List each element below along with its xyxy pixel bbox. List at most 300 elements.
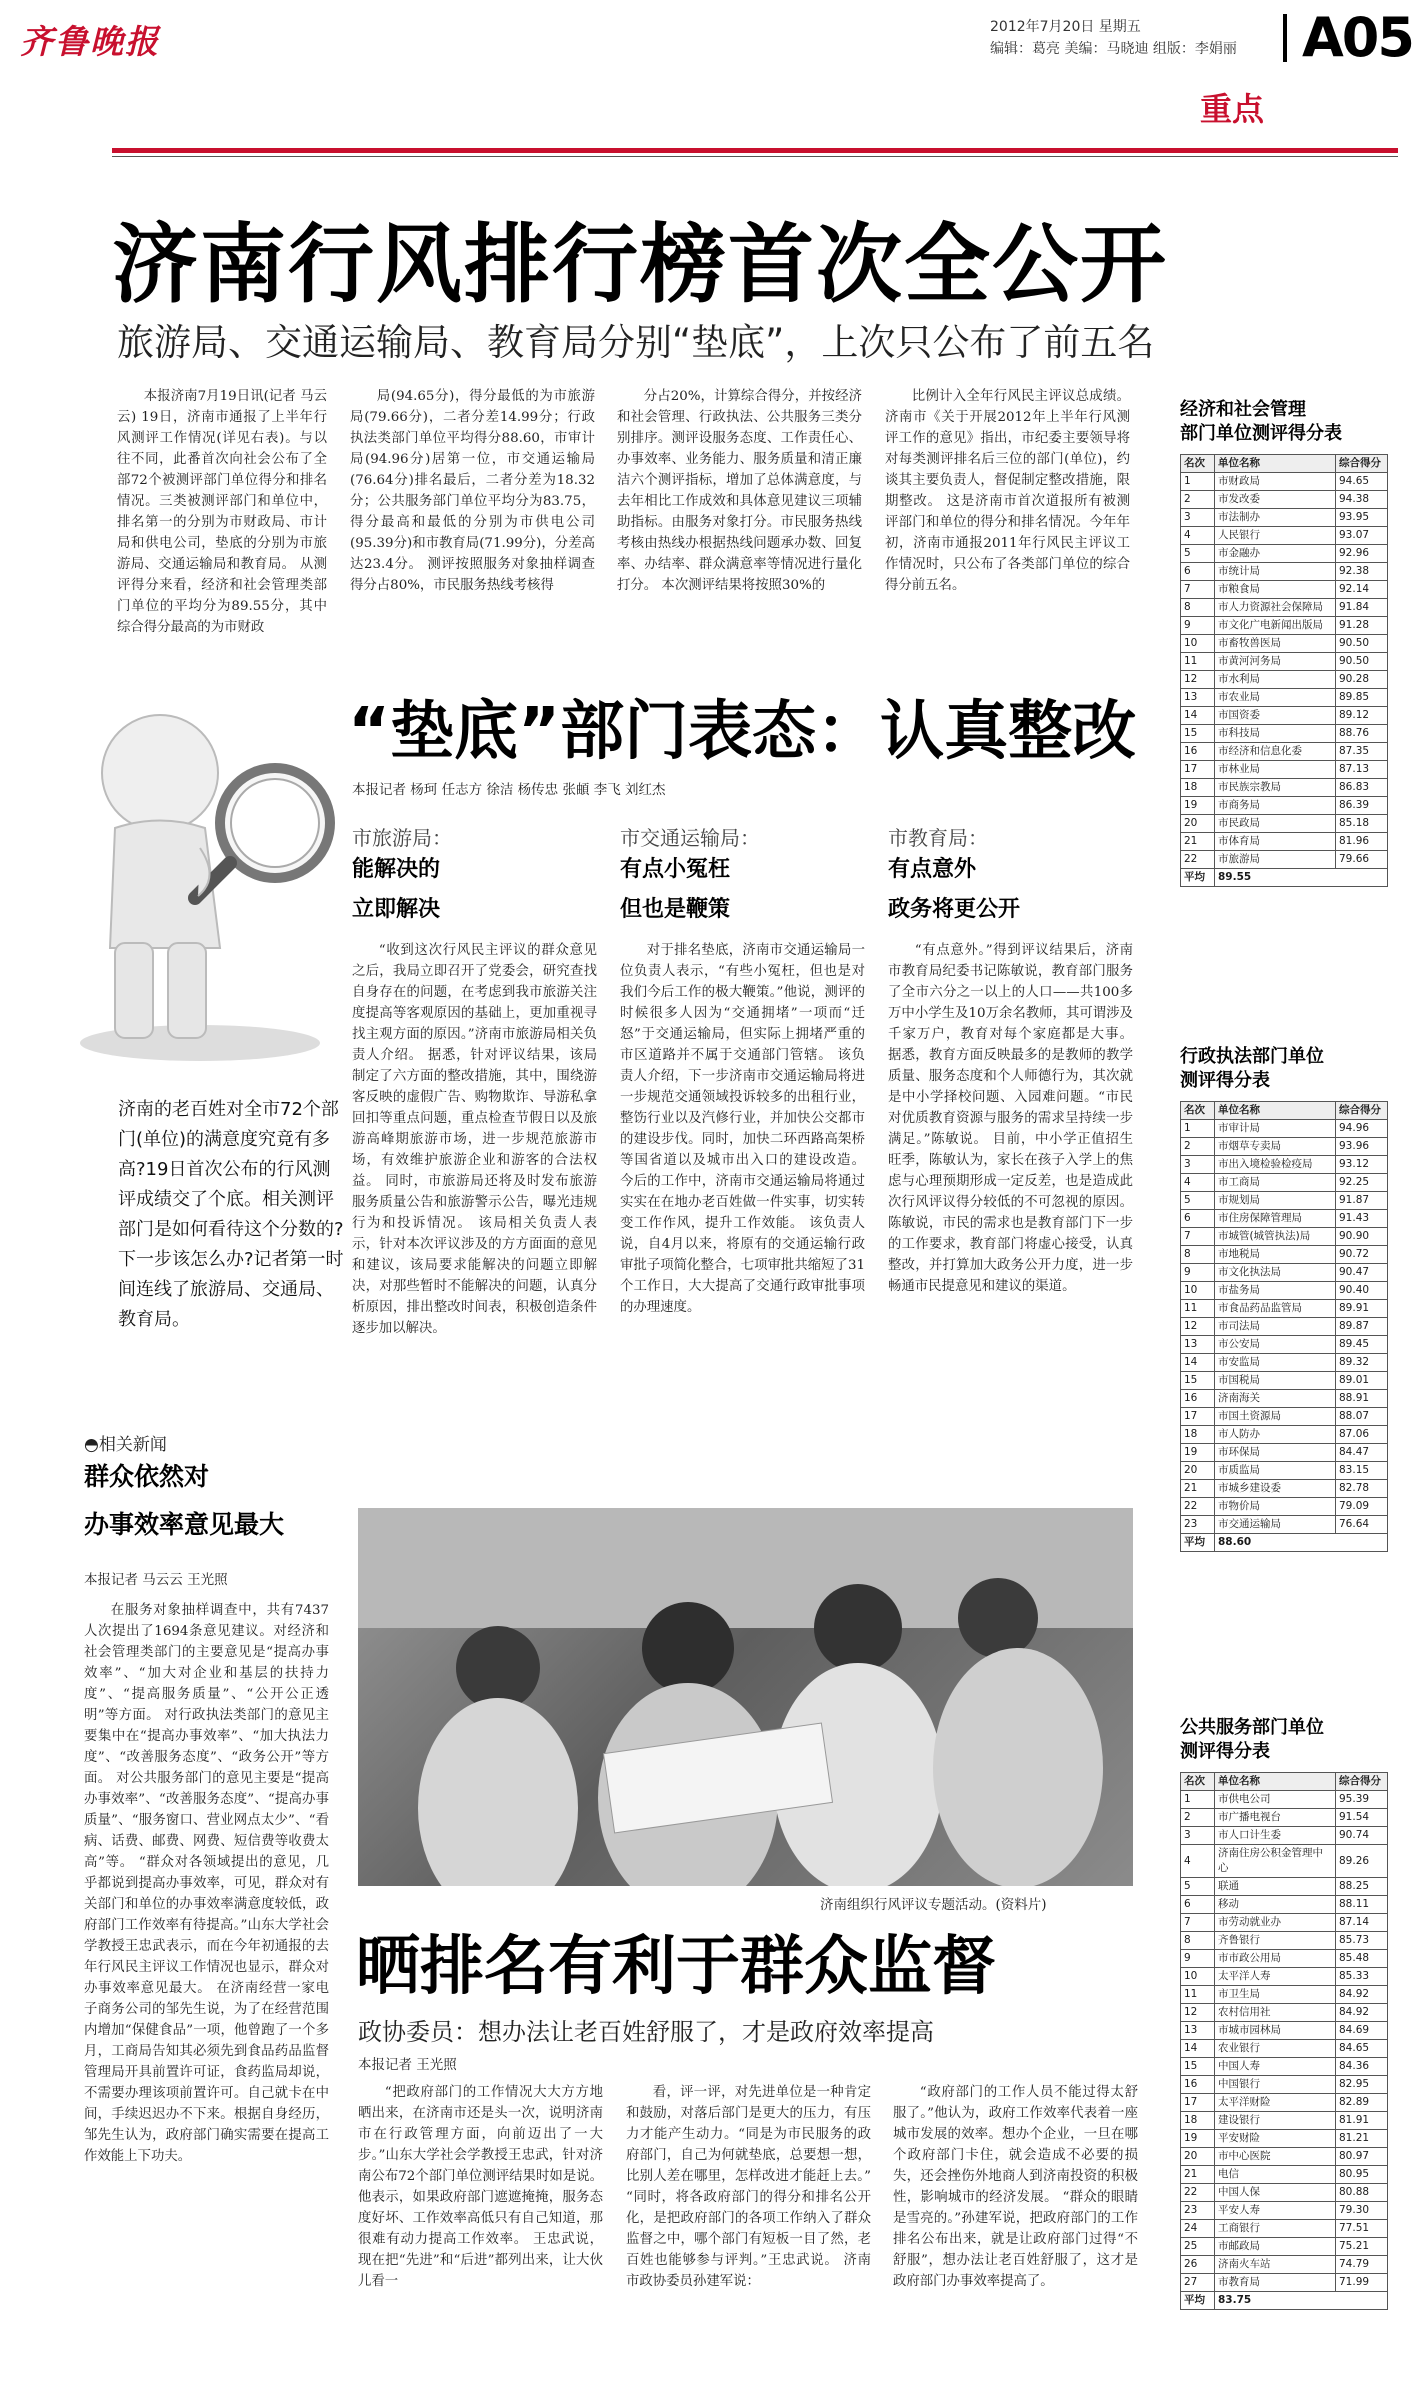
table-row <box>1181 1120 1388 1138</box>
unit-name-cell: 市农业局 <box>1215 689 1336 707</box>
score-cell: 88.91 <box>1336 1390 1388 1408</box>
score-cell: 79.30 <box>1336 2202 1388 2220</box>
score-cell: 85.18 <box>1336 815 1388 833</box>
table-row <box>1181 1809 1388 1827</box>
score-cell: 90.28 <box>1336 671 1388 689</box>
unit-name-cell: 市财政局 <box>1215 473 1336 491</box>
table-row <box>1181 2220 1388 2238</box>
main-headline: 济南行风排行榜首次全公开 <box>112 215 1168 315</box>
unit-name-cell: 市林业局 <box>1215 761 1336 779</box>
unit-name-cell: 市民政局 <box>1215 815 1336 833</box>
dept-sub2-transport: 但也是鞭策 <box>620 897 731 922</box>
unit-name-cell: 市城管(城管执法)局 <box>1215 1228 1336 1246</box>
lead-column-2: 局(94.65分)，得分最低的为市旅游局(79.66分)，二者分差14.99分；行政执法类部门单位平均得分88.60，市审计局(94.96分)居第一位，市交通运输局(76.64分)排名最后，二者分差为18.32分；公共服务部门单位平均分为83.75，得分最高和最低的分别为市供电公司(95.39分)和市教育局(71.99分)，分差高达23.4分。 测评按照服务对象抽样调查得分占80%，市民服务热线考核得 <box>350 389 595 593</box>
table-enforcement-title1: 行政执法部门单位 <box>1180 1046 1324 1067</box>
table-header-cell: 单位名称 <box>1215 455 1336 473</box>
table-row <box>1181 1408 1388 1426</box>
score-cell: 90.50 <box>1336 635 1388 653</box>
rank-cell: 13 <box>1181 689 1215 707</box>
table-row <box>1181 671 1388 689</box>
table-row <box>1181 1210 1388 1228</box>
dateline: 2012年7月20日 星期五 <box>990 19 1141 35</box>
rank-cell: 15 <box>1181 725 1215 743</box>
score-cell: 90.47 <box>1336 1264 1388 1282</box>
rank-cell: 8 <box>1181 1246 1215 1264</box>
score-cell: 89.01 <box>1336 1372 1388 1390</box>
rank-cell: 3 <box>1181 1827 1215 1845</box>
unit-name-cell: 市交通运输局 <box>1215 1516 1336 1534</box>
rank-cell: 21 <box>1181 833 1215 851</box>
rank-cell: 14 <box>1181 1354 1215 1372</box>
lead-column-1: 本报济南7月19日讯(记者 马云云) 19日，济南市通报了上半年行风测评工作情况(详见右表)。与以往不同，此番首次向社会公布了全部72个被测评部门单位得分和排名情况。三类被测评部门和单位中，排名第一的分别为市财政局、市计局和供电公司，垫底的分别为市旅游局、交通运输局和教育局。 从测评得分来看，经济和社会管理类部门单位的平均分为89.55分，其中综合得分最高的为市财政 <box>117 389 327 635</box>
table-row <box>1181 1300 1388 1318</box>
dept-sub1-education: 有点意外 <box>888 857 977 882</box>
unit-name-cell: 市盐务局 <box>1215 1282 1336 1300</box>
unit-name-cell: 农业银行 <box>1215 2040 1336 2058</box>
table-row <box>1181 1192 1388 1210</box>
score-cell: 93.07 <box>1336 527 1388 545</box>
unit-name-cell: 工商银行 <box>1215 2220 1336 2238</box>
rank-cell: 7 <box>1181 1228 1215 1246</box>
score-cell: 91.87 <box>1336 1192 1388 1210</box>
score-cell: 86.39 <box>1336 797 1388 815</box>
unit-name-cell: 市城市园林局 <box>1215 2022 1336 2040</box>
unit-name-cell: 市安监局 <box>1215 1354 1336 1372</box>
average-label: 平均 <box>1181 869 1215 887</box>
unit-name-cell: 市发改委 <box>1215 491 1336 509</box>
rank-cell: 18 <box>1181 779 1215 797</box>
table-enforcement-title2: 测评得分表 <box>1180 1070 1270 1091</box>
unit-name-cell: 农村信用社 <box>1215 2004 1336 2022</box>
main-subheadline: 旅游局、交通运输局、教育局分别“垫底”，上次只公布了前五名 <box>117 321 1155 364</box>
editor-credits: 编辑：葛亮 美编：马晓迪 组版：李娟丽 <box>990 41 1237 57</box>
score-cell: 85.73 <box>1336 1932 1388 1950</box>
table-row <box>1181 1426 1388 1444</box>
rank-cell: 9 <box>1181 617 1215 635</box>
rank-cell: 14 <box>1181 2040 1215 2058</box>
rank-cell: 16 <box>1181 1390 1215 1408</box>
unit-name-cell: 市城乡建设委 <box>1215 1480 1336 1498</box>
table-public-grid <box>1180 1772 1388 2310</box>
score-cell: 90.74 <box>1336 1827 1388 1845</box>
score-cell: 90.50 <box>1336 653 1388 671</box>
score-cell: 88.76 <box>1336 725 1388 743</box>
unit-name-cell: 济南海关 <box>1215 1390 1336 1408</box>
score-cell: 90.90 <box>1336 1228 1388 1246</box>
page-number: A05 <box>1302 6 1413 69</box>
photo-caption: 济南组织行风评议专题活动。(资料片) <box>820 1897 1047 1913</box>
rank-cell: 19 <box>1181 797 1215 815</box>
score-cell: 86.83 <box>1336 779 1388 797</box>
rank-cell: 4 <box>1181 1174 1215 1192</box>
unit-name-cell: 市质监局 <box>1215 1462 1336 1480</box>
score-cell: 89.87 <box>1336 1318 1388 1336</box>
newspaper-logo: 齐鲁晚报 <box>20 22 160 61</box>
rank-cell: 21 <box>1181 2166 1215 2184</box>
score-cell: 77.51 <box>1336 2220 1388 2238</box>
table-row <box>1181 2004 1388 2022</box>
table-average-row <box>1181 1534 1388 1552</box>
unit-name-cell: 市劳动就业办 <box>1215 1914 1336 1932</box>
rank-cell: 14 <box>1181 707 1215 725</box>
table-row <box>1181 1246 1388 1264</box>
score-cell: 88.07 <box>1336 1408 1388 1426</box>
unit-name-cell: 市广播电视台 <box>1215 1809 1336 1827</box>
rank-cell: 22 <box>1181 2184 1215 2202</box>
rank-cell: 27 <box>1181 2274 1215 2292</box>
unit-name-cell: 太平洋财险 <box>1215 2094 1336 2112</box>
table-economic <box>1180 398 1390 887</box>
table-public-title1: 公共服务部门单位 <box>1180 1717 1324 1738</box>
unit-name-cell: 市环保局 <box>1215 1444 1336 1462</box>
table-row <box>1181 1480 1388 1498</box>
related-title-line1: 群众依然对 <box>84 1462 210 1491</box>
page-number-bar <box>1283 14 1287 62</box>
score-cell: 89.45 <box>1336 1336 1388 1354</box>
unit-name-cell: 平安人寿 <box>1215 2202 1336 2220</box>
table-row <box>1181 2274 1388 2292</box>
section3-column-2: 看，评一评，对先进单位是一种肯定和鼓励，对落后部门是更大的压力，有压力才能产生动力。“同是为市民服务的政府部门，自己为何就垫底，总要想一想，比别人差在哪里，怎样改进才能赶上去。” “同时，将各政府部门的得分和排名公开化，是把政府部门的各项工作纳入了群众监督之中，哪个部门有短板一目了然，老百姓也能够参与评判。”王忠武说。 济南市政协委员孙建军说： <box>626 2085 871 2289</box>
rank-cell: 3 <box>1181 1156 1215 1174</box>
header-rule-thin <box>112 156 1398 157</box>
rank-cell: 6 <box>1181 1210 1215 1228</box>
table-row <box>1181 1950 1388 1968</box>
score-cell: 87.06 <box>1336 1426 1388 1444</box>
score-cell: 93.96 <box>1336 1138 1388 1156</box>
rank-cell: 9 <box>1181 1264 1215 1282</box>
table-economic-grid <box>1180 454 1388 887</box>
rank-cell: 12 <box>1181 1318 1215 1336</box>
table-row <box>1181 653 1388 671</box>
score-cell: 88.11 <box>1336 1896 1388 1914</box>
section3-column-3: “政府部门的工作人员不能过得太舒服了。”他认为，政府工作效率代表着一座城市发展的效率。想办个企业，一旦在哪个政府部门卡住，就会造成不必要的损失，还会挫伤外地商人到济南投资的积极性，影响城市的经济发展。 “群众的眼睛是雪亮的。”孙建军说，把政府部门的工作排名公布出来，就是让政府部门过得“不舒服”，想办法让老百姓舒服了，这才是政府部门办事效率提高了。 <box>893 2085 1138 2289</box>
rank-cell: 13 <box>1181 1336 1215 1354</box>
table-row <box>1181 1138 1388 1156</box>
table-row <box>1181 1896 1388 1914</box>
score-cell: 80.95 <box>1336 2166 1388 2184</box>
average-label: 平均 <box>1181 1534 1215 1552</box>
score-cell: 92.96 <box>1336 545 1388 563</box>
score-cell: 84.92 <box>1336 1986 1388 2004</box>
table-row <box>1181 2094 1388 2112</box>
score-cell: 94.65 <box>1336 473 1388 491</box>
rank-cell: 20 <box>1181 1462 1215 1480</box>
rank-cell: 20 <box>1181 2148 1215 2166</box>
rank-cell: 11 <box>1181 1300 1215 1318</box>
score-cell: 82.95 <box>1336 2076 1388 2094</box>
unit-name-cell: 人民银行 <box>1215 527 1336 545</box>
unit-name-cell: 市民族宗教局 <box>1215 779 1336 797</box>
lead-column-3: 分占20%，计算综合得分，并按经济和社会管理、行政执法、公共服务三类分别排序。测评设服务态度、工作责任心、办事效率、业务能力、服务质量和清正廉洁六个测评指标，增加了总体满意度，与去年相比工作成效和具体意见建议三项辅助指标。由服务对象打分。市民服务热线考核由热线办根据热线问题承办数、回复率、办结率、群众满意率等情况进行量化打分。 本次测评结果将按照30%的 <box>617 389 862 593</box>
table-header-row <box>1181 455 1388 473</box>
related-tag-label: 相关新闻 <box>98 1435 167 1455</box>
table-enforcement <box>1180 1045 1390 1552</box>
rank-cell: 15 <box>1181 2058 1215 2076</box>
unit-name-cell: 市黄河河务局 <box>1215 653 1336 671</box>
table-public-service <box>1180 1716 1390 2310</box>
rank-cell: 19 <box>1181 2130 1215 2148</box>
table-row <box>1181 617 1388 635</box>
unit-name-cell: 移动 <box>1215 1896 1336 1914</box>
table-row <box>1181 581 1388 599</box>
unit-name-cell: 市物价局 <box>1215 1498 1336 1516</box>
rank-cell: 17 <box>1181 2094 1215 2112</box>
unit-name-cell: 市人力资源社会保障局 <box>1215 599 1336 617</box>
table-row <box>1181 1354 1388 1372</box>
table-public-title2: 测评得分表 <box>1180 1741 1270 1762</box>
table-row <box>1181 1791 1388 1809</box>
unit-name-cell: 市金融办 <box>1215 545 1336 563</box>
score-cell: 83.15 <box>1336 1462 1388 1480</box>
score-cell: 94.38 <box>1336 491 1388 509</box>
score-cell: 91.54 <box>1336 1809 1388 1827</box>
unit-name-cell: 太平洋人寿 <box>1215 1968 1336 1986</box>
dept-text-education: “有点意外。”得到评议结果后，济南市教育局纪委书记陈敏说，教育部门服务了全市六分之一以上的人口——共100多万中小学生及10万余名教师，其可谓涉及千家万户，教育对每个家庭都是大事。 据悉，教育方面反映最多的是教师的教学质量、服务态度和个人师德行为，其次就是中小学择校问题、入园难问题。“市民对优质教育资源与服务的需求呈持续一步满足。”陈敏说。 目前，中小学正值招生旺季，陈敏认为，家长在孩子入学上的焦虑与心理预期形成一定反差，也是造成此次行风评议得分较低的不可忽视的原因。 陈敏说，市民的需求也是教育部门下一步的工作要求，教育部门将虚心接受，认真整改，并打算加大政务公开力度，进一步畅通市民提意见和建议的渠道。 <box>888 943 1133 1294</box>
table-row <box>1181 563 1388 581</box>
table-row <box>1181 1827 1388 1845</box>
score-cell: 84.65 <box>1336 2040 1388 2058</box>
score-cell: 90.72 <box>1336 1246 1388 1264</box>
unit-name-cell: 市国土资源局 <box>1215 1408 1336 1426</box>
table-row <box>1181 2112 1388 2130</box>
rank-cell: 15 <box>1181 1372 1215 1390</box>
rank-cell: 1 <box>1181 473 1215 491</box>
rank-cell: 8 <box>1181 599 1215 617</box>
score-cell: 91.84 <box>1336 599 1388 617</box>
table-header-cell: 单位名称 <box>1215 1773 1336 1791</box>
rank-cell: 18 <box>1181 2112 1215 2130</box>
unit-name-cell: 市中心医院 <box>1215 2148 1336 2166</box>
average-value: 83.75 <box>1215 2292 1388 2310</box>
table-header-cell: 综合得分 <box>1336 455 1388 473</box>
rank-cell: 23 <box>1181 1516 1215 1534</box>
score-cell: 85.33 <box>1336 1968 1388 1986</box>
table-row <box>1181 2202 1388 2220</box>
unit-name-cell: 济南火车站 <box>1215 2256 1336 2274</box>
table-row <box>1181 1986 1388 2004</box>
unit-name-cell: 市统计局 <box>1215 563 1336 581</box>
table-header-cell: 单位名称 <box>1215 1102 1336 1120</box>
unit-name-cell: 市教育局 <box>1215 2274 1336 2292</box>
table-header-cell: 综合得分 <box>1336 1102 1388 1120</box>
unit-name-cell: 市食品药品监管局 <box>1215 1300 1336 1318</box>
rank-cell: 3 <box>1181 509 1215 527</box>
dept-sub2-education: 政务将更公开 <box>888 897 1021 922</box>
unit-name-cell: 市科技局 <box>1215 725 1336 743</box>
score-cell: 95.39 <box>1336 1791 1388 1809</box>
table-row <box>1181 491 1388 509</box>
score-cell: 71.99 <box>1336 2274 1388 2292</box>
score-cell: 84.47 <box>1336 1444 1388 1462</box>
section3-column-1: “把政府部门的工作情况大大方方地晒出来，在济南市还是头一次，说明济南市在行政管理方面，向前迈出了一大步。”山东大学社会学教授王忠武，针对济南公布72个部门单位测评结果时如是说。他表示，如果政府部门遮遮掩掩，服务态度好坏、工作效率高低只有自己知道，那很难有动力提高工作效率。 王忠武说，现在把“先进”和“后进”都列出来，让大伙儿看一 <box>358 2085 603 2289</box>
table-row <box>1181 1156 1388 1174</box>
dept-text-tourism: “收到这次行风民主评议的群众意见之后，我局立即召开了党委会，研究查找自身存在的问题，在考虑到我市旅游关注度提高等客观原因的基础上，更加重视寻找主观方面的原因。”济南市旅游局相关负责人介绍。 据悉，针对评议结果，该局制定了六方面的整改措施，其中，围绕游客反映的虚假广告、购物欺诈、导游私拿回扣等重点问题，重点检查节假日以及旅游高峰期旅游市场，进一步规范旅游市场，有效维护旅游企业和游客的合法权益。 同时，市旅游局还将及时发布旅游服务质量公告和旅游警示公告，曝光违规行为和投诉情况。 该局相关负责人表示，针对本次评议涉及的方方面面的意见和建议，该局要求能解决的问题立即解决，对那些暂时不能解决的问题，认真分析原因，排出整改时间表，积极创造条件逐步加以解决。 <box>352 943 597 1336</box>
rank-cell: 25 <box>1181 2238 1215 2256</box>
score-cell: 87.14 <box>1336 1914 1388 1932</box>
rank-cell: 9 <box>1181 1950 1215 1968</box>
score-cell: 84.36 <box>1336 2058 1388 2076</box>
rank-cell: 10 <box>1181 1968 1215 1986</box>
rank-cell: 7 <box>1181 1914 1215 1932</box>
related-title-line2: 办事效率意见最大 <box>84 1510 285 1539</box>
unit-name-cell: 市住房保障管理局 <box>1215 1210 1336 1228</box>
unit-name-cell: 市审计局 <box>1215 1120 1336 1138</box>
table-row <box>1181 1318 1388 1336</box>
table-header-row <box>1181 1773 1388 1791</box>
rank-cell: 17 <box>1181 1408 1215 1426</box>
table-row <box>1181 1264 1388 1282</box>
score-cell: 76.64 <box>1336 1516 1388 1534</box>
rank-cell: 2 <box>1181 1138 1215 1156</box>
rank-cell: 2 <box>1181 491 1215 509</box>
table-row <box>1181 761 1388 779</box>
table-row <box>1181 1390 1388 1408</box>
rank-cell: 7 <box>1181 581 1215 599</box>
rank-cell: 16 <box>1181 2076 1215 2094</box>
score-cell: 91.43 <box>1336 1210 1388 1228</box>
table-row <box>1181 689 1388 707</box>
score-cell: 79.09 <box>1336 1498 1388 1516</box>
unit-name-cell: 市邮政局 <box>1215 2238 1336 2256</box>
score-cell: 80.97 <box>1336 2148 1388 2166</box>
table-row <box>1181 1845 1388 1878</box>
unit-name-cell: 市经济和信息化委 <box>1215 743 1336 761</box>
rank-cell: 26 <box>1181 2256 1215 2274</box>
section2-title: “垫底”部门表态：认真整改 <box>348 695 1137 769</box>
table-average-row <box>1181 2292 1388 2310</box>
table-row <box>1181 2130 1388 2148</box>
dept-sub1-transport: 有点小冤枉 <box>620 857 731 882</box>
score-cell: 92.14 <box>1336 581 1388 599</box>
score-cell: 82.78 <box>1336 1480 1388 1498</box>
table-row <box>1181 545 1388 563</box>
unit-name-cell: 市商务局 <box>1215 797 1336 815</box>
rank-cell: 1 <box>1181 1791 1215 1809</box>
rank-cell: 5 <box>1181 1878 1215 1896</box>
table-row <box>1181 1336 1388 1354</box>
table-row <box>1181 2256 1388 2274</box>
rank-cell: 12 <box>1181 671 1215 689</box>
table-row <box>1181 2166 1388 2184</box>
table-row <box>1181 1282 1388 1300</box>
table-row <box>1181 527 1388 545</box>
table-row <box>1181 509 1388 527</box>
circle-icon: ◓ <box>84 1435 99 1455</box>
table-row <box>1181 1914 1388 1932</box>
score-cell: 89.91 <box>1336 1300 1388 1318</box>
unit-name-cell: 市国税局 <box>1215 1372 1336 1390</box>
table-enforcement-grid <box>1180 1101 1388 1552</box>
unit-name-cell: 市法制办 <box>1215 509 1336 527</box>
rank-cell: 20 <box>1181 815 1215 833</box>
table-row <box>1181 2238 1388 2256</box>
unit-name-cell: 中国人寿 <box>1215 2058 1336 2076</box>
magnifier-illustration <box>20 648 350 1078</box>
table-row <box>1181 1372 1388 1390</box>
unit-name-cell: 市粮食局 <box>1215 581 1336 599</box>
score-cell: 79.66 <box>1336 851 1388 869</box>
lead-column-4: 比例计入全年行风民主评议总成绩。济南市《关于开展2012年上半年行风测评工作的意见》指出，市纪委主要领导将对每类测评排名后三位的部门(单位)，约谈其主要负责人，督促制定整改措施，限期整改。 这是济南市首次道报所有被测评部门和单位的得分和排名情况。今年年初，济南市通报2011年行风民主评议工作情况时，只公布了各类部门单位的综合得分前五名。 <box>885 389 1130 593</box>
table-row <box>1181 1498 1388 1516</box>
score-cell: 85.48 <box>1336 1950 1388 1968</box>
section-tag: 重点 <box>1200 90 1265 128</box>
related-byline: 本报记者 马云云 王光照 <box>84 1572 228 1588</box>
section3-byline: 本报记者 王光照 <box>358 2057 457 2073</box>
unit-name-cell: 中国人保 <box>1215 2184 1336 2202</box>
unit-name-cell: 电信 <box>1215 2166 1336 2184</box>
unit-name-cell: 建设银行 <box>1215 2112 1336 2130</box>
table-row <box>1181 1462 1388 1480</box>
unit-name-cell: 市公安局 <box>1215 1336 1336 1354</box>
table-row <box>1181 2040 1388 2058</box>
rank-cell: 8 <box>1181 1932 1215 1950</box>
unit-name-cell: 市人防办 <box>1215 1426 1336 1444</box>
table-row <box>1181 743 1388 761</box>
score-cell: 74.79 <box>1336 2256 1388 2274</box>
table-row <box>1181 779 1388 797</box>
section3-title: 晒排名有利于群众监督 <box>356 1930 996 2004</box>
score-cell: 92.38 <box>1336 563 1388 581</box>
score-cell: 81.96 <box>1336 833 1388 851</box>
rank-cell: 4 <box>1181 1845 1215 1878</box>
score-cell: 81.91 <box>1336 2112 1388 2130</box>
score-cell: 89.32 <box>1336 1354 1388 1372</box>
score-cell: 80.88 <box>1336 2184 1388 2202</box>
table-row <box>1181 797 1388 815</box>
unit-name-cell: 济南住房公积金管理中心 <box>1215 1845 1336 1878</box>
average-value: 89.55 <box>1215 869 1388 887</box>
rank-cell: 16 <box>1181 743 1215 761</box>
rank-cell: 13 <box>1181 2022 1215 2040</box>
score-cell: 93.95 <box>1336 509 1388 527</box>
score-cell: 82.89 <box>1336 2094 1388 2112</box>
table-economic-title1: 经济和社会管理 <box>1180 399 1306 420</box>
table-row <box>1181 635 1388 653</box>
table-row <box>1181 833 1388 851</box>
unit-name-cell: 市人口计生委 <box>1215 1827 1336 1845</box>
unit-name-cell: 市水利局 <box>1215 671 1336 689</box>
dept-text-transport: 对于排名垫底，济南市交通运输局一位负责人表示，“有些小冤枉，但也是对我们今后工作的极大鞭策。”他说，测评的时候很多人因为“交通拥堵”一项而“迁怒”于交通运输局，但实际上拥堵严重的市区道路并不属于交通部门管辖。 该负责人介绍，下一步济南市交通运输局将进一步规范交通领域投诉较多的出租行业，整饬行业以及汽修行业，并加快公交都市的建设步伐。同时，加快二环西路高架桥等国省道以及城市出入口的建设改造。 今后的工作中，济南市交通运输局将通过实实在在地办老百姓做一件实事，切实转变工作作风，提升工作效能。 该负责人说，自4月以来，将原有的交通运输行政审批子项简化整合，七项审批共缩短了31个工作日，大大提高了交通行政审批事项的办理速度。 <box>620 943 865 1315</box>
average-label: 平均 <box>1181 2292 1215 2310</box>
table-row <box>1181 1228 1388 1246</box>
rank-cell: 22 <box>1181 1498 1215 1516</box>
unit-name-cell: 市司法局 <box>1215 1318 1336 1336</box>
score-cell: 88.25 <box>1336 1878 1388 1896</box>
dept-sub1-tourism: 能解决的 <box>352 857 441 882</box>
dept-name-education: 市教育局： <box>888 826 988 850</box>
unit-name-cell: 市文化广电新闻出版局 <box>1215 617 1336 635</box>
table-row <box>1181 815 1388 833</box>
rank-cell: 17 <box>1181 761 1215 779</box>
score-cell: 90.40 <box>1336 1282 1388 1300</box>
rank-cell: 6 <box>1181 1896 1215 1914</box>
rank-cell: 1 <box>1181 1120 1215 1138</box>
table-row <box>1181 1174 1388 1192</box>
unit-name-cell: 市市政公用局 <box>1215 1950 1336 1968</box>
rank-cell: 12 <box>1181 2004 1215 2022</box>
score-cell: 89.12 <box>1336 707 1388 725</box>
table-row <box>1181 1968 1388 1986</box>
dept-sub2-tourism: 立即解决 <box>352 897 441 922</box>
rank-cell: 5 <box>1181 545 1215 563</box>
unit-name-cell: 市卫生局 <box>1215 1986 1336 2004</box>
table-row <box>1181 1932 1388 1950</box>
score-cell: 91.28 <box>1336 617 1388 635</box>
score-cell: 81.21 <box>1336 2130 1388 2148</box>
score-cell: 93.12 <box>1336 1156 1388 1174</box>
rank-cell: 11 <box>1181 653 1215 671</box>
unit-name-cell: 市文化执法局 <box>1215 1264 1336 1282</box>
